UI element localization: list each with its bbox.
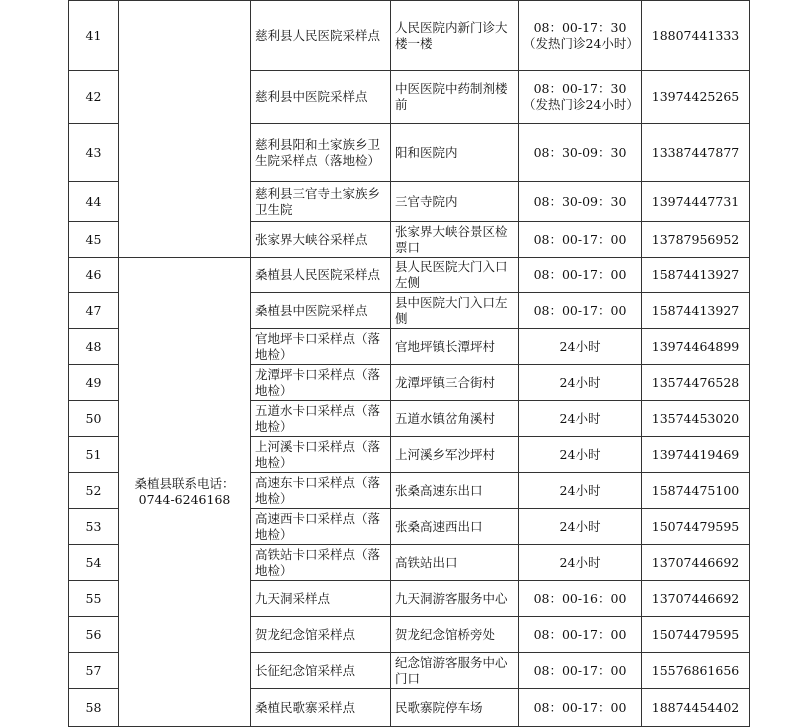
site-phone: 13974425265 [642, 71, 750, 124]
group-cell-cili [119, 1, 251, 258]
site-name: 官地坪卡口采样点（落地检） [251, 329, 391, 365]
row-number: 43 [69, 124, 119, 182]
site-name: 桑植民歌寨采样点 [251, 689, 391, 727]
site-name: 上河溪卡口采样点（落地检） [251, 437, 391, 473]
row-number: 42 [69, 71, 119, 124]
site-phone: 13974419469 [642, 437, 750, 473]
site-phone: 15074479595 [642, 509, 750, 545]
site-name: 慈利县三官寺土家族乡卫生院 [251, 182, 391, 222]
site-hours: 08：00-17：00 [519, 689, 642, 727]
site-hours: 08：00-17：30（发热门诊24小时） [519, 1, 642, 71]
site-address: 民歌寨院停车场 [391, 689, 519, 727]
site-phone: 15576861656 [642, 653, 750, 689]
row-number: 55 [69, 581, 119, 617]
row-number: 53 [69, 509, 119, 545]
site-hours: 08：00-17：00 [519, 653, 642, 689]
row-number: 49 [69, 365, 119, 401]
site-name: 贺龙纪念馆采样点 [251, 617, 391, 653]
site-hours: 08：00-17：00 [519, 293, 642, 329]
site-hours: 24小时 [519, 437, 642, 473]
site-phone: 15874413927 [642, 293, 750, 329]
site-address: 人民医院内新门诊大楼一楼 [391, 1, 519, 71]
site-phone: 15874475100 [642, 473, 750, 509]
site-address: 张家界大峡谷景区检票口 [391, 222, 519, 258]
site-name: 高铁站卡口采样点（落地检） [251, 545, 391, 581]
site-address: 高铁站出口 [391, 545, 519, 581]
site-phone: 13574453020 [642, 401, 750, 437]
sampling-sites-table [68, 0, 750, 727]
row-number: 54 [69, 545, 119, 581]
site-phone: 18874454402 [642, 689, 750, 727]
site-name: 慈利县人民医院采样点 [251, 1, 391, 71]
site-name: 五道水卡口采样点（落地检） [251, 401, 391, 437]
sangzhi-contact-cell [119, 258, 251, 727]
site-name: 慈利县中医院采样点 [251, 71, 391, 124]
site-name: 高速西卡口采样点（落地检） [251, 509, 391, 545]
site-address: 张桑高速东出口 [391, 473, 519, 509]
site-hours: 24小时 [519, 473, 642, 509]
site-name: 张家界大峡谷采样点 [251, 222, 391, 258]
site-hours: 24小时 [519, 329, 642, 365]
site-hours: 08：30-09：30 [519, 182, 642, 222]
site-address: 张桑高速西出口 [391, 509, 519, 545]
site-address: 九天洞游客服务中心 [391, 581, 519, 617]
row-number: 51 [69, 437, 119, 473]
site-hours: 24小时 [519, 509, 642, 545]
site-address: 阳和医院内 [391, 124, 519, 182]
row-number: 45 [69, 222, 119, 258]
site-phone: 13707446692 [642, 545, 750, 581]
group-label: 桑植县联系电话： [134, 476, 235, 491]
site-hours: 08：00-17：30（发热门诊24小时） [519, 71, 642, 124]
site-name: 桑植县中医院采样点 [251, 293, 391, 329]
site-address: 县中医院大门入口左侧 [391, 293, 519, 329]
site-address: 贺龙纪念馆桥旁处 [391, 617, 519, 653]
site-name: 桑植县人民医院采样点 [251, 258, 391, 293]
site-phone: 13387447877 [642, 124, 750, 182]
site-address: 官地坪镇长潭坪村 [391, 329, 519, 365]
site-hours: 08：00-17：00 [519, 258, 642, 293]
row-number: 48 [69, 329, 119, 365]
site-name: 高速东卡口采样点（落地检） [251, 473, 391, 509]
site-hours: 08：00-17：00 [519, 617, 642, 653]
site-hours: 24小时 [519, 545, 642, 581]
row-number: 46 [69, 258, 119, 293]
site-address: 五道水镇岔角溪村 [391, 401, 519, 437]
site-phone: 15074479595 [642, 617, 750, 653]
site-address: 中医医院中药制剂楼前 [391, 71, 519, 124]
site-phone: 18807441333 [642, 1, 750, 71]
site-address: 上河溪乡军沙坪村 [391, 437, 519, 473]
row-number: 47 [69, 293, 119, 329]
site-phone: 13707446692 [642, 581, 750, 617]
row-number: 41 [69, 1, 119, 71]
site-phone: 15874413927 [642, 258, 750, 293]
site-hours: 08：30-09：30 [519, 124, 642, 182]
site-phone: 13574476528 [642, 365, 750, 401]
site-phone: 13974447731 [642, 182, 750, 222]
row-number: 58 [69, 689, 119, 727]
site-address: 龙潭坪镇三合街村 [391, 365, 519, 401]
row-number: 56 [69, 617, 119, 653]
row-number: 44 [69, 182, 119, 222]
site-hours: 08：00-16：00 [519, 581, 642, 617]
row-number: 50 [69, 401, 119, 437]
row-number: 57 [69, 653, 119, 689]
site-address: 县人民医院大门入口左侧 [391, 258, 519, 293]
site-address: 三官寺院内 [391, 182, 519, 222]
site-phone: 13787956952 [642, 222, 750, 258]
site-name: 慈利县阳和土家族乡卫生院采样点（落地检） [251, 124, 391, 182]
table-row [69, 1, 750, 71]
site-name: 九天洞采样点 [251, 581, 391, 617]
site-hours: 24小时 [519, 365, 642, 401]
site-address: 纪念馆游客服务中心门口 [391, 653, 519, 689]
table-row [69, 258, 750, 293]
row-number: 52 [69, 473, 119, 509]
site-name: 长征纪念馆采样点 [251, 653, 391, 689]
site-hours: 08：00-17：00 [519, 222, 642, 258]
site-name: 龙潭坪卡口采样点（落地检） [251, 365, 391, 401]
site-phone: 13974464899 [642, 329, 750, 365]
site-hours: 24小时 [519, 401, 642, 437]
group-phone: 0744-6246168 [138, 492, 231, 507]
